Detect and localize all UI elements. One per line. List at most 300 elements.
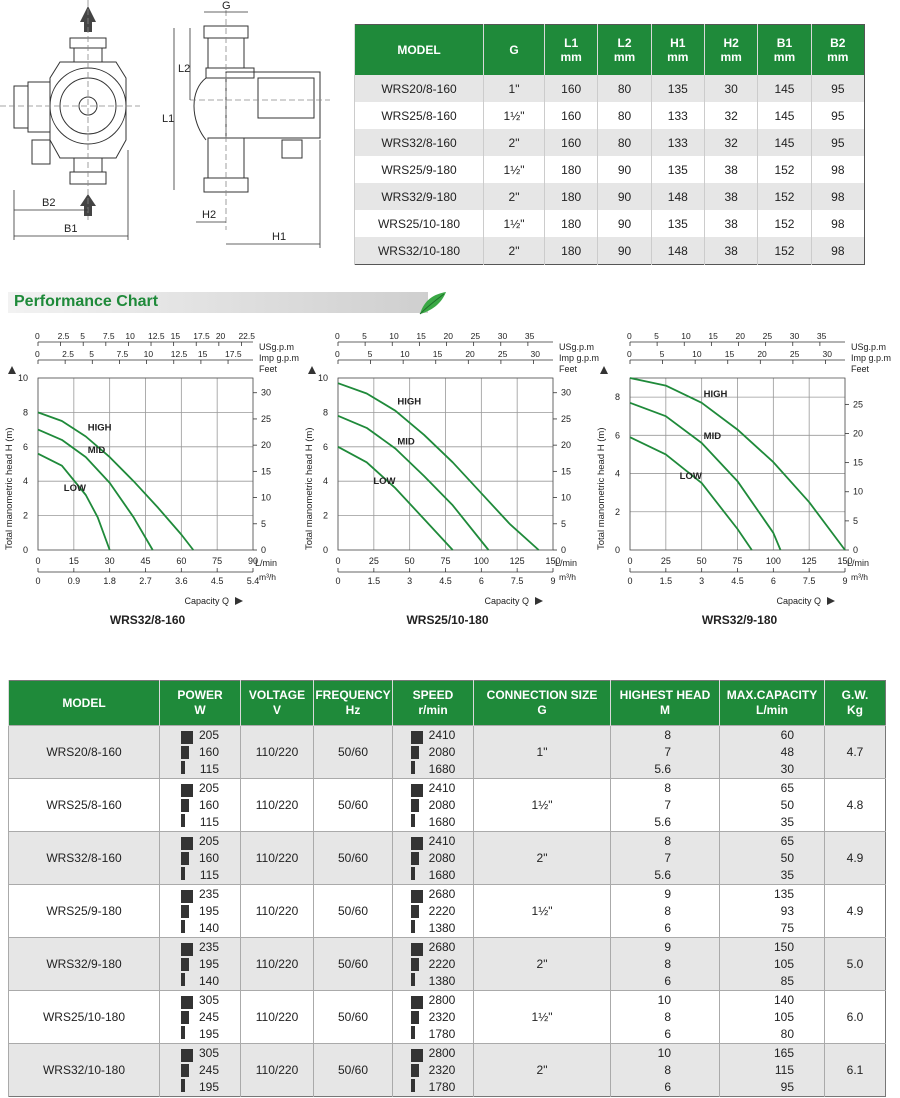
- x-axis-label: Capacity Q: [776, 596, 821, 606]
- x-tick-label-lmin: 0: [627, 556, 633, 566]
- head-list-value: 6: [664, 920, 671, 935]
- top-tick-label-usgpm: 20: [215, 331, 226, 341]
- power-level-icon: [181, 784, 193, 827]
- spec-cell-model: WRS32/9-180: [9, 938, 160, 991]
- speed-level-bar: [181, 920, 185, 933]
- x-tick-label-lmin: 75: [440, 556, 451, 566]
- spec-cell-gw: 4.9: [825, 832, 886, 885]
- spec-cell-power: [160, 885, 241, 938]
- dim-cell-value: 160: [545, 102, 598, 129]
- top-tick-label-imp: 30: [822, 349, 832, 359]
- spec-cell-voltage: 110/220: [241, 832, 314, 885]
- capacity-list-value: 105: [773, 956, 794, 971]
- top-tick-label-usgpm: 5: [362, 331, 367, 341]
- power-list-value: 115: [199, 867, 220, 882]
- speed-values: [393, 1045, 473, 1096]
- spec-cell-power: [160, 726, 241, 779]
- spec-cell-capacity: [720, 991, 825, 1044]
- spec-cell-frequency: 50/60: [314, 1044, 393, 1097]
- speed-level-bar: [411, 1049, 423, 1062]
- x-tick-label-m3h: 3: [407, 576, 413, 586]
- capacity-list-value: 48: [780, 744, 794, 759]
- series-label-mid: MID: [397, 436, 415, 448]
- dimension-table: [354, 24, 865, 265]
- power-values: [160, 886, 240, 937]
- y-tick-label: 0: [22, 545, 28, 555]
- top-tick-label-imp: 30: [530, 349, 540, 359]
- power-level-icon: [181, 996, 193, 1039]
- power-list: [199, 886, 219, 937]
- spec-table-header: [9, 681, 886, 726]
- x-tick-label-lmin: 25: [368, 556, 379, 566]
- speed-level-bar: [411, 799, 419, 812]
- spec-header-power: POWER W: [160, 681, 241, 726]
- speed-level-icon: [411, 943, 423, 986]
- y-tick-label: 8: [22, 407, 28, 418]
- power-list: [199, 833, 219, 884]
- dim-cell-value: 80: [598, 75, 651, 102]
- dim-cell-value: 98: [811, 183, 864, 210]
- unit-label-imp: Imp g.p.m: [259, 353, 300, 363]
- top-tick-label-usgpm: 10: [125, 331, 135, 341]
- curve-high: [338, 383, 539, 550]
- dim-cell-value: 1½": [484, 210, 545, 237]
- power-values: [160, 1045, 240, 1096]
- speed-list: [429, 992, 456, 1043]
- dim-cell-value: 80: [598, 102, 651, 129]
- x-tick-label-lmin: 150: [837, 556, 853, 566]
- dimension-table-row: [355, 183, 865, 210]
- y-axis-arrow-icon: [8, 366, 16, 374]
- x-tick-label-m3h: 7.5: [802, 576, 816, 586]
- spec-cell-frequency: 50/60: [314, 938, 393, 991]
- dim-cell-value: 95: [811, 102, 864, 129]
- right-tick-label-feet: 5: [261, 518, 267, 529]
- spec-cell-speed: [393, 726, 474, 779]
- right-tick-label-feet: 25: [561, 413, 572, 424]
- capacity-list: [720, 886, 824, 937]
- spec-cell-model: WRS20/8-160: [9, 726, 160, 779]
- x-tick-label-m3h: 4.5: [439, 576, 452, 586]
- right-tick-label-feet: 20: [561, 440, 572, 451]
- right-tick-label-feet: 30: [561, 387, 572, 398]
- dim-header-b1: B1 mm: [758, 25, 811, 76]
- dim-header-l1: L1 mm: [545, 25, 598, 76]
- power-list-value: 195: [198, 1079, 220, 1094]
- speed-list-value: 1780: [428, 1079, 456, 1094]
- speed-level-bar: [181, 837, 193, 850]
- dim-cell-value: 2": [484, 183, 545, 210]
- power-level-icon: [181, 943, 193, 986]
- power-level-icon: [181, 837, 193, 880]
- dim-cell-model: WRS25/8-160: [355, 102, 484, 129]
- speed-list-value: 2680: [428, 886, 456, 901]
- x-tick-label-lmin: 100: [765, 556, 781, 566]
- y-tick-label: 4: [22, 476, 28, 487]
- unit-label-m3h: m³/h: [259, 572, 276, 582]
- spec-cell-frequency: 50/60: [314, 779, 393, 832]
- top-tick-label-imp: 5: [367, 349, 373, 359]
- x-tick-label-m3h: 0: [627, 576, 633, 586]
- speed-level-bar: [411, 958, 419, 971]
- top-tick-label-usgpm: 0: [35, 331, 40, 341]
- dim-header-b2: B2 mm: [811, 25, 864, 76]
- top-tick-label-usgpm: 5: [80, 331, 85, 341]
- spec-header-connection: CONNECTION SIZE G: [474, 681, 611, 726]
- speed-list: [429, 727, 456, 778]
- power-list: [199, 1045, 219, 1096]
- capacity-list-value: 93: [780, 903, 794, 918]
- top-tick-label-usgpm: 25: [762, 331, 773, 341]
- capacity-list-value: 35: [780, 814, 794, 829]
- spec-cell-speed: [393, 832, 474, 885]
- spec-cell-head: [611, 885, 720, 938]
- dim-cell-value: 2": [484, 129, 545, 156]
- capacity-list: [720, 992, 824, 1043]
- speed-level-bar: [181, 1064, 189, 1077]
- power-level-icon: [181, 890, 193, 933]
- right-tick-label-feet: 15: [853, 457, 864, 468]
- spec-cell-gw: 4.7: [825, 726, 886, 779]
- power-list: [199, 727, 219, 778]
- capacity-list-value: 85: [780, 973, 794, 988]
- dimension-table-row: [355, 129, 865, 156]
- speed-level-bar: [411, 1079, 415, 1092]
- top-tick-label-usgpm: 22.5: [238, 331, 255, 341]
- speed-list-value: 1680: [428, 814, 456, 829]
- speed-level-bar: [411, 852, 419, 865]
- series-label-high: HIGH: [703, 388, 728, 400]
- top-tick-label-imp: 7.5: [116, 349, 129, 359]
- dim-cell-value: 135: [651, 75, 704, 102]
- x-tick-label-lmin: 75: [732, 556, 743, 566]
- x-tick-label-lmin: 100: [473, 556, 489, 566]
- x-tick-label-m3h: 6: [770, 576, 776, 586]
- x-tick-label-m3h: 6: [478, 576, 484, 586]
- speed-list: [429, 1045, 456, 1096]
- spec-table-row: [9, 832, 886, 885]
- curve-mid: [630, 403, 781, 550]
- x-tick-label-m3h: 1.5: [367, 576, 381, 586]
- top-tick-label-usgpm: 5: [654, 331, 659, 341]
- x-tick-label-lmin: 45: [140, 556, 151, 566]
- right-tick-label-feet: 20: [853, 428, 864, 439]
- dim-cell-value: 135: [651, 210, 704, 237]
- speed-values: [393, 780, 473, 831]
- head-list: [611, 833, 719, 884]
- speed-list-value: 2080: [428, 797, 456, 812]
- unit-label-lmin: L/min: [847, 558, 870, 568]
- dim-cell-value: 80: [598, 129, 651, 156]
- x-tick-label-m3h: 1.5: [659, 576, 673, 586]
- spec-cell-power: [160, 1044, 241, 1097]
- unit-label-usgpm: USg.p.m: [259, 342, 295, 352]
- x-tick-label-m3h: 0.9: [67, 576, 81, 586]
- head-list-value: 8: [664, 833, 671, 848]
- speed-list-value: 1780: [428, 1026, 456, 1041]
- y-tick-label: 6: [614, 430, 620, 441]
- x-tick-label-m3h: 0: [335, 576, 341, 586]
- spec-cell-voltage: 110/220: [241, 938, 314, 991]
- speed-level-bar: [181, 784, 193, 797]
- head-list-value: 8: [664, 780, 671, 795]
- spec-cell-model: WRS25/9-180: [9, 885, 160, 938]
- speed-level-bar: [181, 814, 185, 827]
- spec-header-voltage: VOLTAGE V: [241, 681, 314, 726]
- speed-list-value: 2320: [428, 1062, 456, 1077]
- spec-header-gw: G.W. Kg: [825, 681, 886, 726]
- capacity-list-value: 165: [773, 1045, 794, 1060]
- dim-cell-value: 145: [758, 129, 811, 156]
- speed-list-value: 1680: [428, 867, 456, 882]
- dimension-table-header: [355, 25, 865, 76]
- dim-cell-value: 133: [651, 102, 704, 129]
- speed-level-bar: [181, 746, 189, 759]
- spec-cell-connection: 1½": [474, 991, 611, 1044]
- speed-list-value: 2220: [428, 956, 456, 971]
- capacity-list-value: 115: [774, 1062, 794, 1077]
- top-tick-label-usgpm: 25: [470, 331, 481, 341]
- power-list-value: 305: [198, 1045, 220, 1060]
- top-tick-label-imp: 0: [35, 349, 40, 359]
- dim-cell-value: 145: [758, 75, 811, 102]
- dim-cell-value: 152: [758, 237, 811, 265]
- speed-list-value: 2320: [428, 1009, 456, 1024]
- top-tick-label-usgpm: 15: [170, 331, 181, 341]
- y-axis-arrow-icon: [600, 366, 608, 374]
- x-tick-label-m3h: 0: [35, 576, 41, 586]
- unit-label-feet: Feet: [851, 364, 870, 374]
- dim-cell-value: 135: [651, 156, 704, 183]
- top-tick-label-imp: 15: [432, 349, 443, 359]
- dim-cell-value: 180: [545, 156, 598, 183]
- power-list-value: 195: [198, 903, 220, 918]
- capacity-list-value: 30: [780, 761, 794, 776]
- dim-header-model: MODEL: [355, 25, 484, 76]
- x-tick-label-lmin: 30: [104, 556, 115, 566]
- x-tick-label-lmin: 125: [509, 556, 525, 566]
- power-list-value: 160: [198, 850, 220, 865]
- unit-label-lmin: L/min: [555, 558, 578, 568]
- head-list-value: 8: [664, 956, 671, 971]
- speed-level-bar: [411, 996, 423, 1009]
- x-axis-arrow-icon: [535, 597, 543, 605]
- y-tick-label: 2: [22, 510, 28, 521]
- head-list: [611, 1045, 719, 1096]
- top-tick-label-usgpm: 35: [524, 331, 535, 341]
- capacity-list: [720, 727, 824, 778]
- capacity-list: [720, 780, 824, 831]
- speed-values: [393, 833, 473, 884]
- spec-table-row: [9, 885, 886, 938]
- right-tick-label-feet: 15: [561, 466, 572, 477]
- spec-table-row: [9, 991, 886, 1044]
- power-values: [160, 939, 240, 990]
- speed-level-bar: [181, 1079, 185, 1092]
- speed-list-value: 2410: [428, 727, 456, 742]
- power-list-value: 195: [198, 956, 220, 971]
- top-tick-label-imp: 25: [497, 349, 508, 359]
- dim-cell-model: WRS25/9-180: [355, 156, 484, 183]
- spec-header-speed: SPEED r/min: [393, 681, 474, 726]
- dim-label-l1: L1: [162, 113, 175, 125]
- dim-header-g: G: [484, 25, 545, 76]
- unit-label-lmin: L/min: [255, 558, 278, 568]
- y-axis-label: Total manometric head H (m): [596, 427, 607, 550]
- speed-list: [429, 886, 456, 937]
- power-list-value: 205: [198, 727, 220, 742]
- head-list-value: 7: [664, 744, 671, 759]
- dim-cell-value: 2": [484, 237, 545, 265]
- spec-cell-capacity: [720, 938, 825, 991]
- head-list-value: 6: [664, 973, 671, 988]
- top-tick-label-imp: 15: [724, 349, 735, 359]
- y-tick-label: 8: [614, 392, 620, 403]
- speed-list: [429, 780, 456, 831]
- spec-cell-gw: 6.1: [825, 1044, 886, 1097]
- speed-list-value: 1380: [428, 920, 456, 935]
- dim-label-h2: H2: [202, 209, 217, 221]
- right-tick-label-feet: 15: [261, 466, 272, 477]
- dim-label-l2: L2: [178, 63, 191, 75]
- dim-cell-value: 160: [545, 129, 598, 156]
- x-tick-label-lmin: 90: [247, 556, 259, 566]
- dimension-table-row: [355, 102, 865, 129]
- x-tick-label-lmin: 150: [545, 556, 561, 566]
- spec-cell-capacity: [720, 726, 825, 779]
- spec-header-head: HIGHEST HEAD M: [611, 681, 720, 726]
- x-tick-label-m3h: 9: [842, 576, 848, 586]
- head-list: [611, 992, 719, 1043]
- speed-level-bar: [411, 746, 419, 759]
- unit-label-imp: Imp g.p.m: [559, 353, 600, 363]
- x-axis-label: Capacity Q: [484, 596, 529, 606]
- speed-level-bar: [181, 973, 185, 986]
- x-axis-arrow-icon: [235, 597, 243, 605]
- power-list-value: 140: [198, 973, 220, 988]
- speed-level-bar: [411, 973, 415, 986]
- x-tick-label-m3h: 3: [699, 576, 705, 586]
- series-label-low: LOW: [679, 471, 702, 483]
- speed-level-bar: [411, 814, 415, 827]
- speed-level-bar: [181, 867, 185, 880]
- spec-cell-gw: 4.8: [825, 779, 886, 832]
- top-tick-label-usgpm: 30: [497, 331, 508, 341]
- head-list-value: 6: [664, 1079, 671, 1094]
- head-list-value: 6: [664, 1026, 671, 1041]
- dim-cell-value: 133: [651, 129, 704, 156]
- top-tick-label-usgpm: 20: [735, 331, 745, 341]
- speed-list-value: 2080: [428, 744, 456, 759]
- spec-cell-connection: 2": [474, 832, 611, 885]
- unit-label-imp: Imp g.p.m: [851, 353, 892, 363]
- speed-list-value: 2220: [428, 903, 456, 918]
- dim-cell-model: WRS32/8-160: [355, 129, 484, 156]
- speed-level-bar: [181, 761, 185, 774]
- speed-level-icon: [411, 890, 423, 933]
- capacity-list-value: 95: [780, 1079, 794, 1094]
- spec-cell-speed: [393, 885, 474, 938]
- head-list-value: 9: [664, 886, 671, 901]
- speed-level-bar: [181, 799, 189, 812]
- capacity-list-value: 50: [780, 797, 794, 812]
- dim-cell-value: 90: [598, 210, 651, 237]
- power-list-value: 160: [198, 797, 220, 812]
- speed-level-bar: [411, 890, 423, 903]
- top-tick-label-imp: 10: [692, 349, 702, 359]
- x-tick-label-m3h: 3.6: [175, 576, 188, 586]
- right-tick-label-feet: 25: [261, 413, 272, 424]
- right-tick-label-feet: 10: [261, 492, 272, 503]
- series-label-low: LOW: [63, 482, 86, 494]
- spec-cell-gw: 4.9: [825, 885, 886, 938]
- spec-cell-voltage: 110/220: [241, 885, 314, 938]
- power-list-value: 115: [199, 761, 220, 776]
- head-list-value: 7: [664, 797, 671, 812]
- x-tick-label-lmin: 75: [212, 556, 223, 566]
- speed-level-bar: [411, 867, 415, 880]
- dim-cell-model: WRS32/10-180: [355, 237, 484, 265]
- dim-cell-value: 38: [704, 156, 757, 183]
- dim-cell-value: 148: [651, 237, 704, 265]
- power-list-value: 205: [198, 780, 220, 795]
- y-tick-label: 4: [322, 476, 328, 487]
- spec-cell-frequency: 50/60: [314, 991, 393, 1044]
- top-tick-label-imp: 0: [627, 349, 632, 359]
- head-list: [611, 780, 719, 831]
- spec-cell-speed: [393, 1044, 474, 1097]
- y-tick-label: 2: [614, 506, 620, 517]
- speed-values: [393, 727, 473, 778]
- spec-cell-capacity: [720, 1044, 825, 1097]
- capacity-list-value: 105: [773, 1009, 794, 1024]
- unit-label-feet: Feet: [259, 364, 278, 374]
- spec-cell-head: [611, 938, 720, 991]
- top-tick-label-usgpm: 7.5: [102, 331, 115, 341]
- capacity-list-value: 65: [780, 780, 794, 795]
- y-tick-label: 10: [317, 373, 328, 383]
- dim-cell-value: 1": [484, 75, 545, 102]
- spec-cell-connection: 1½": [474, 885, 611, 938]
- dim-cell-value: 98: [811, 210, 864, 237]
- spec-table-row: [9, 1044, 886, 1097]
- top-tick-label-usgpm: 10: [389, 331, 399, 341]
- dim-cell-value: 30: [704, 75, 757, 102]
- dim-cell-value: 152: [758, 210, 811, 237]
- capacity-list-value: 80: [780, 1026, 794, 1041]
- capacity-list: [720, 1045, 824, 1096]
- spec-header-frequency: FREQUENCY Hz: [314, 681, 393, 726]
- head-list-value: 10: [657, 1045, 671, 1060]
- x-tick-label-m3h: 4.5: [731, 576, 744, 586]
- dim-cell-value: 1½": [484, 156, 545, 183]
- performance-chart-wrs32-9-180: [592, 330, 892, 627]
- spec-cell-voltage: 110/220: [241, 726, 314, 779]
- top-tick-label-imp: 5: [89, 349, 95, 359]
- x-tick-label-lmin: 50: [696, 556, 707, 566]
- speed-list-value: 2410: [428, 780, 456, 795]
- y-axis-arrow-icon: [308, 366, 316, 374]
- speed-list-value: 2410: [428, 833, 456, 848]
- top-tick-label-imp: 5: [659, 349, 665, 359]
- chart-title: WRS32/9-180: [701, 613, 778, 627]
- dim-cell-value: 38: [704, 237, 757, 265]
- dim-cell-value: 38: [704, 210, 757, 237]
- spec-cell-connection: 2": [474, 1044, 611, 1097]
- dim-cell-value: 98: [811, 237, 864, 265]
- speed-level-bar: [181, 996, 193, 1009]
- x-tick-label-lmin: 15: [68, 556, 79, 566]
